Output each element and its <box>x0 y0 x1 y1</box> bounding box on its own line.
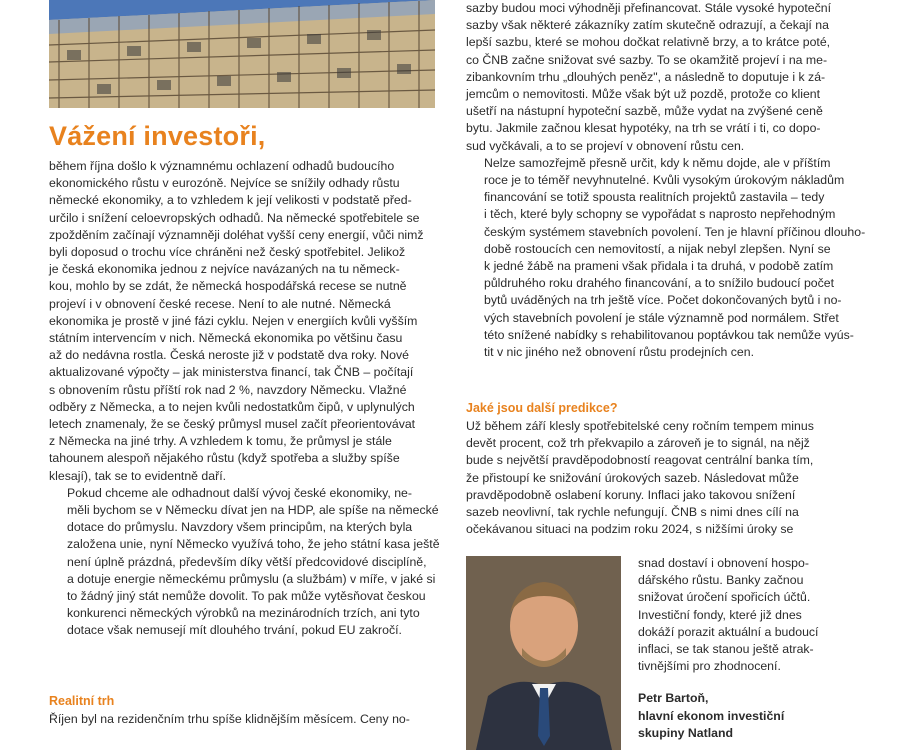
text-line: státním intervencím v nich. Německá ekonomika po většinu času <box>49 331 403 346</box>
text-line: snad dostaví i obnovení hospo- <box>638 556 809 570</box>
text-line: zibankovním trhu „dlouhých peněz", a následně to doputuje i k zá- <box>466 69 826 84</box>
author-role-line-2: skupiny Natland <box>638 726 733 740</box>
text-line: to žádný jiný stát nemůže dovolit. To pak může vytěsňovat českou <box>67 589 426 604</box>
text-line: založena unie, nyní Německo využívá toho, že jeho státní kasa ještě <box>67 537 440 552</box>
text-line: projeví i v obnovení české recese. Není to ale nutné. Německá <box>49 296 391 311</box>
text-line: půldruhého roku drahého financování, a to snížilo budoucí počet <box>484 276 835 291</box>
building-scaffolding-photo <box>49 0 435 108</box>
text-line: Už během září klesly spotřebitelské ceny ročním tempem minus <box>466 419 814 433</box>
text-line: době rostoucích cen nemovitostí, a nijak nebyl zlepšen. Nyní se <box>484 241 831 256</box>
text-line: jemcům o nemovitosti. Může však být už pozdě, protože co klient <box>466 87 821 102</box>
text-line: měli bychom se v Německu dívat jen na HDP, ale spíše na německé <box>67 503 439 518</box>
author-signature <box>638 690 784 743</box>
author-portrait <box>466 556 621 750</box>
text-line: německé ekonomiky, a to vzhledem k její velikosti v podstatě před- <box>49 193 412 208</box>
text-line: ekonomického růstu v eurozóně. Nejvíce se snížily odhady růstu <box>49 176 400 191</box>
text-line: sazby však některé zákazníky zatím skutečně odrazují, a čekají na <box>466 18 829 33</box>
text-line: s obnovením růstu příští rok nad 2 %, navzdory Německu. Vlažné <box>49 382 407 397</box>
text-line: této snížené nabídky s rehabilitovanou poptávkou tak nemůže vyús- <box>484 327 854 342</box>
text-line: co ČNB začne snižovat své sazby. To se okamžitě projeví i na me- <box>466 52 828 67</box>
text-line: inflaci, se tak stanou ještě atrak- <box>638 642 814 657</box>
left-paragraph-2 <box>49 485 440 640</box>
text-line: je česká ekonomika jednou z nejvíce navázaných na tu německ- <box>49 262 400 277</box>
text-line: bude s největší pravděpodobností reagovat centrální banka tím, <box>466 453 814 468</box>
text-line: vých stavebních povolení je stále významně pod normálem. Střet <box>484 310 839 325</box>
text-line: letech znamenaly, že se český průmysl musel začít přeorientovávat <box>49 417 416 432</box>
text-line: konkurenci německých výrobků na mezinárodních trzích, ani tyto <box>67 606 420 621</box>
text-line: roce je to téměř nevyhnutelné. Kvůli vysokým úrokovým nákladům <box>484 173 845 188</box>
left-paragraph-3 <box>49 711 435 728</box>
text-line: zpožděním začínají významněji doléhat vyšší ceny energií, vůči nimž <box>49 227 424 242</box>
text-line: lepší sazbu, které se mohou dočkat relativně brzy, a to krátce poté, <box>466 35 831 50</box>
text-line: dářského růstu. Banky začnou <box>638 573 804 588</box>
text-line: bytů uváděných na trh ještě více. Počet dokončovaných bytů i no- <box>484 293 842 308</box>
text-line: i těch, které byly schopny se vypořádat s naprosto nepřehodným <box>484 207 836 222</box>
text-line: pravděpodobně oslabení koruny. Inflaci jako takovou snížení <box>466 487 796 502</box>
portrait-graphic <box>466 556 621 750</box>
text-line: snižovat úročení spořicích účtů. <box>638 590 811 605</box>
text-line: tahounem alespoň nějakého růstu (když spotřeba a služby spíše <box>49 451 400 466</box>
article-title: Vážení investoři, <box>49 121 266 151</box>
text-line: z Německa na jiné trhy. A vzhledem k tomu, že průmysl je stále <box>49 434 392 449</box>
text-line: sud vyčkávali, a to se projeví v obnovení růstu cen. <box>466 138 745 153</box>
right-paragraph-2 <box>466 155 866 361</box>
text-line: k jedné žábě na prameni však přidala i ta druhá, v podobě zatím <box>484 259 834 274</box>
right-column <box>466 0 866 361</box>
text-line: dokáží porazit aktuální a budoucí <box>638 624 819 639</box>
text-line: že přistoupí ke snižování úrokových sazeb. Následovat může <box>466 470 799 485</box>
text-line: ušetří na nástupní hypoteční sazbě, může vydat na zvýšené ceně <box>466 104 823 119</box>
scaffolding-graphic <box>49 0 435 108</box>
text-line: byli doposud o trochu více chráněni než český spotřebitel. Jelikož <box>49 245 406 260</box>
text-line: sazby budou moci výhodněji přefinancovat. Stále vysoké hypoteční <box>466 1 832 15</box>
right-paragraph-3-wrap <box>638 555 853 675</box>
text-line: dotace však nemusejí mít dlouhého trvání, pokud EU zakročí. <box>67 623 402 638</box>
author-role-line-1: hlavní ekonom investiční <box>638 708 785 723</box>
text-line: devět procent, což trh překvapilo a zároveň je to signál, na nějž <box>466 436 810 451</box>
text-line: financování se totiž spousta realitních projektů zastavila – tedy <box>484 190 825 205</box>
text-line: aktualizované výpočty – jak ministerstva financí, tak ČNB – počítají <box>49 365 414 380</box>
text-line: určilo i snížení celoevropských odhadů. Na německé spotřebitele se <box>49 210 420 225</box>
text-line: dotace do průmyslu. Navzdory všem principům, na kterých byla <box>67 520 413 535</box>
text-line: bytu. Jakmile začnou klesat hypotéky, na trh se vrátí i ti, co dopo- <box>466 121 821 136</box>
text-line: sazeb neovlivní, tak rychle nefungují. ČNB s nimi dnes cílí na <box>466 505 799 520</box>
right-paragraph-1 <box>466 0 851 155</box>
text-line: není úplně prázdná, především díky větší předcovidové disciplíně, <box>67 554 427 569</box>
text-line: a dotuje energie německému průmyslu (a službám) v míře, v jaké si <box>67 571 436 586</box>
left-paragraph-1 <box>49 158 435 485</box>
left-column <box>49 158 440 640</box>
text-line: tit v nic jiného než obnovení růstu prodejních cen. <box>484 345 755 360</box>
author-name: Petr Bartoň, <box>638 691 709 705</box>
subheading-predikce: Jaké jsou další predikce? <box>466 401 618 415</box>
subheading-realitni-trh: Realitní trh <box>49 694 115 708</box>
text-line: odběry z Německa, a to nejen kvůli nedostatkům čipů, v uplynulých <box>49 399 415 414</box>
text-line: Pokud chceme ale odhadnout další vývoj české ekonomiky, ne- <box>67 485 412 500</box>
text-line: kou, mohlo by se zdát, že německá hospodářská recese se nutně <box>49 279 407 294</box>
text-line: během října došlo k významnému ochlazení odhadů budoucího <box>49 159 395 173</box>
text-line: českým systémem stavebních povolení. Ten je hlavní příčinou dlouho- <box>484 224 866 239</box>
text-line: až do nedávna rostla. Česká neroste již v podstatě dva roky. Nové <box>49 348 409 363</box>
text-line: ekonomika je prostě v jiné fázi cyklu. Nejen v energiích kvůli vyšším <box>49 313 418 328</box>
text-line: klesají), tak se to evidentně daří. <box>49 468 227 483</box>
text-line: Nelze samozřejmě přesně určit, kdy k němu dojde, ale v příštím <box>484 155 831 170</box>
right-paragraph-3 <box>466 418 851 538</box>
text-line: Investiční fondy, které již dnes <box>638 607 802 622</box>
text-line: tivnějšími pro zhodnocení. <box>638 659 781 674</box>
text-line: Říjen byl na rezidenčním trhu spíše klidnějším měsícem. Ceny no- <box>49 712 410 726</box>
text-line: očekávanou situaci na podzim roku 2024, s nižšími úroky se <box>466 522 794 537</box>
